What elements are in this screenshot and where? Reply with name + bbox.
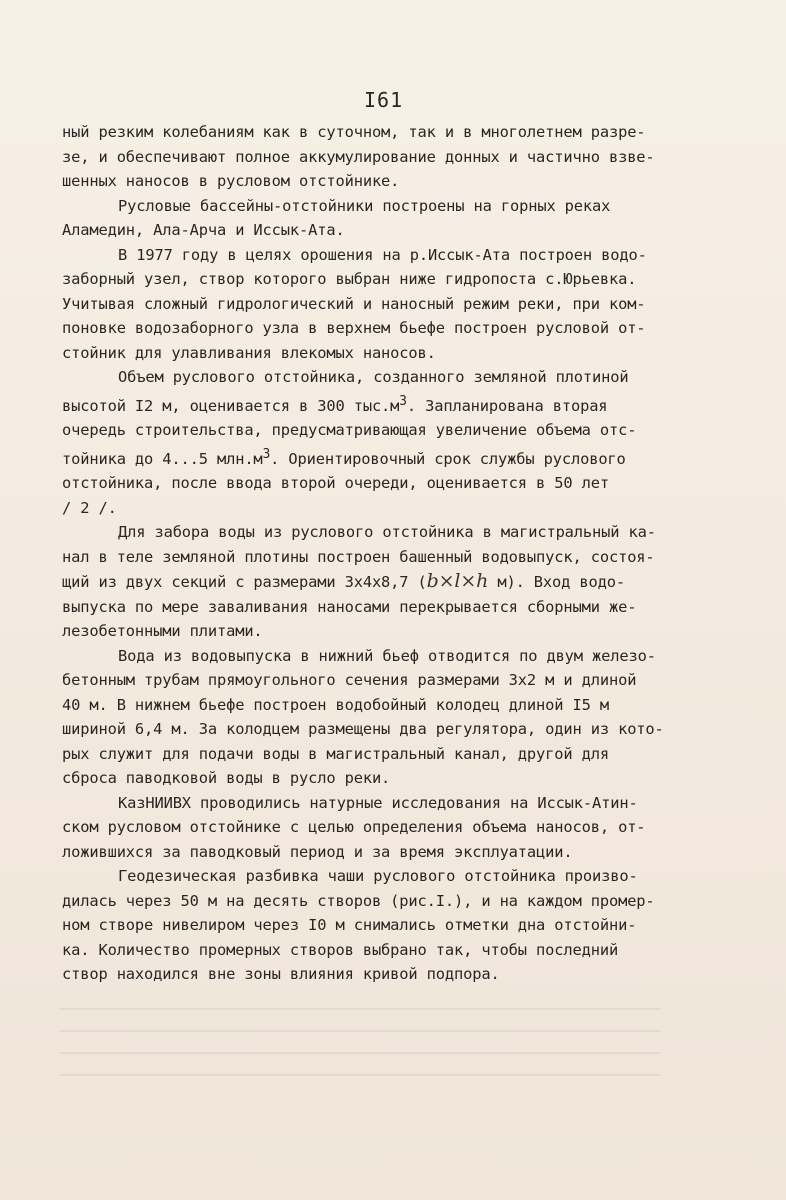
- text-line: 40 м. В нижнем бьефе построен водобойный колодец длиной I5 м: [62, 695, 609, 714]
- text-fragment: . Запланирована вторая: [406, 396, 608, 415]
- text-line: отстойника, после ввода второй очереди, оценивается в 50 лет: [62, 474, 609, 493]
- text-line: створ находился вне зоны влияния кривой подпора.: [62, 965, 500, 984]
- paragraph-start-line: В 1977 году в целях орошения на р.Иссык-Ата построен водо-: [118, 245, 647, 264]
- text-line: выпуска по мере заваливания наносами перекрывается сборными же-: [62, 597, 637, 616]
- text-fragment: м). Вход водо-: [488, 573, 625, 592]
- text-line: ском русловом отстойнике с целью определения объема наносов, от-: [62, 818, 646, 837]
- text-line: лезобетонными плитами.: [62, 622, 263, 641]
- text-line: стойник для улавливания влекомых наносов.: [62, 343, 436, 362]
- text-line: [62, 390, 722, 419]
- text-line: [62, 569, 722, 595]
- text-line: бетонным трубам прямоугольного сечения размерами 3х2 м и длиной: [62, 671, 637, 690]
- text-line: [62, 443, 722, 472]
- text-line: ложившихся за паводковый период и за время эксплуатации.: [62, 842, 573, 861]
- paragraph-start-line: Для забора воды из руслового отстойника в магистральный ка-: [118, 523, 656, 542]
- text-fragment: высотой I2 м, оценивается в 300 тыс.м: [62, 396, 400, 415]
- handwritten-annotation: b×l×h: [426, 570, 489, 593]
- text-line: зе, и обеспечивают полное аккумулирование донных и частично взве-: [62, 147, 655, 166]
- page-number: I61: [364, 88, 404, 112]
- text-line: сброса паводковой воды в русло реки.: [62, 769, 391, 788]
- text-line: Учитывая сложный гидрологический и наносный режим реки, при ком-: [62, 294, 646, 313]
- paragraph-start-line: Объем руслового отстойника, созданного земляной плотиной: [118, 368, 629, 386]
- text-line: Аламедин, Ала-Арча и Иссык-Ата.: [62, 221, 345, 239]
- text-line: ка. Количество промерных створов выбрано так, чтобы последний: [62, 940, 619, 959]
- text-line: шенных наносов в русловом отстойнике.: [62, 172, 400, 190]
- body-text: [62, 120, 722, 987]
- reverse-side-bleed-through: [60, 1008, 660, 1108]
- text-line: ном створе нивелиром через I0 м снимались отметки дна отстойни-: [62, 916, 637, 935]
- text-line: нал в теле земляной плотины построен башенный водовыпуск, состоя-: [62, 547, 655, 566]
- text-line: очередь строительства, предусматривающая увеличение объема отс-: [62, 421, 637, 440]
- text-line: поновке водозаборного узла в верхнем бьефе построен русловой от-: [62, 319, 646, 337]
- superscript: 3: [262, 446, 271, 462]
- text-line: ный резким колебаниям как в суточном, так и в многолетнем разре-: [62, 123, 646, 141]
- text-fragment: тойника до 4...5 млн.м: [62, 449, 263, 468]
- text-line: заборный узел, створ которого выбран ниже гидропоста с.Юрьевка.: [62, 270, 637, 288]
- paragraph-start-line: Геодезическая разбивка чаши руслового отстойника произво-: [118, 867, 638, 886]
- text-fragment: щий из двух секций с размерами 3х4х8,7 (: [62, 573, 427, 592]
- superscript: 3: [399, 393, 407, 409]
- text-line: дилась через 50 м на десять створов (рис.I.), и на каждом промер-: [62, 891, 655, 910]
- text-line: / 2 /.: [62, 498, 117, 517]
- paragraph-start-line: Вода из водовыпуска в нижний бьеф отводится по двум железо-: [118, 646, 656, 665]
- paragraph-start-line: КазНИИВХ проводились натурные исследования на Иссык-Атин-: [118, 793, 638, 812]
- text-line: рых служит для подачи воды в магистральный канал, другой для: [62, 744, 609, 763]
- text-line: шириной 6,4 м. За колодцем размещены два регулятора, один из кото-: [62, 720, 664, 739]
- paragraph-start-line: Русловые бассейны-отстойники построены на горных реках: [118, 196, 611, 215]
- text-fragment: . Ориентировочный срок службы руслового: [270, 449, 626, 468]
